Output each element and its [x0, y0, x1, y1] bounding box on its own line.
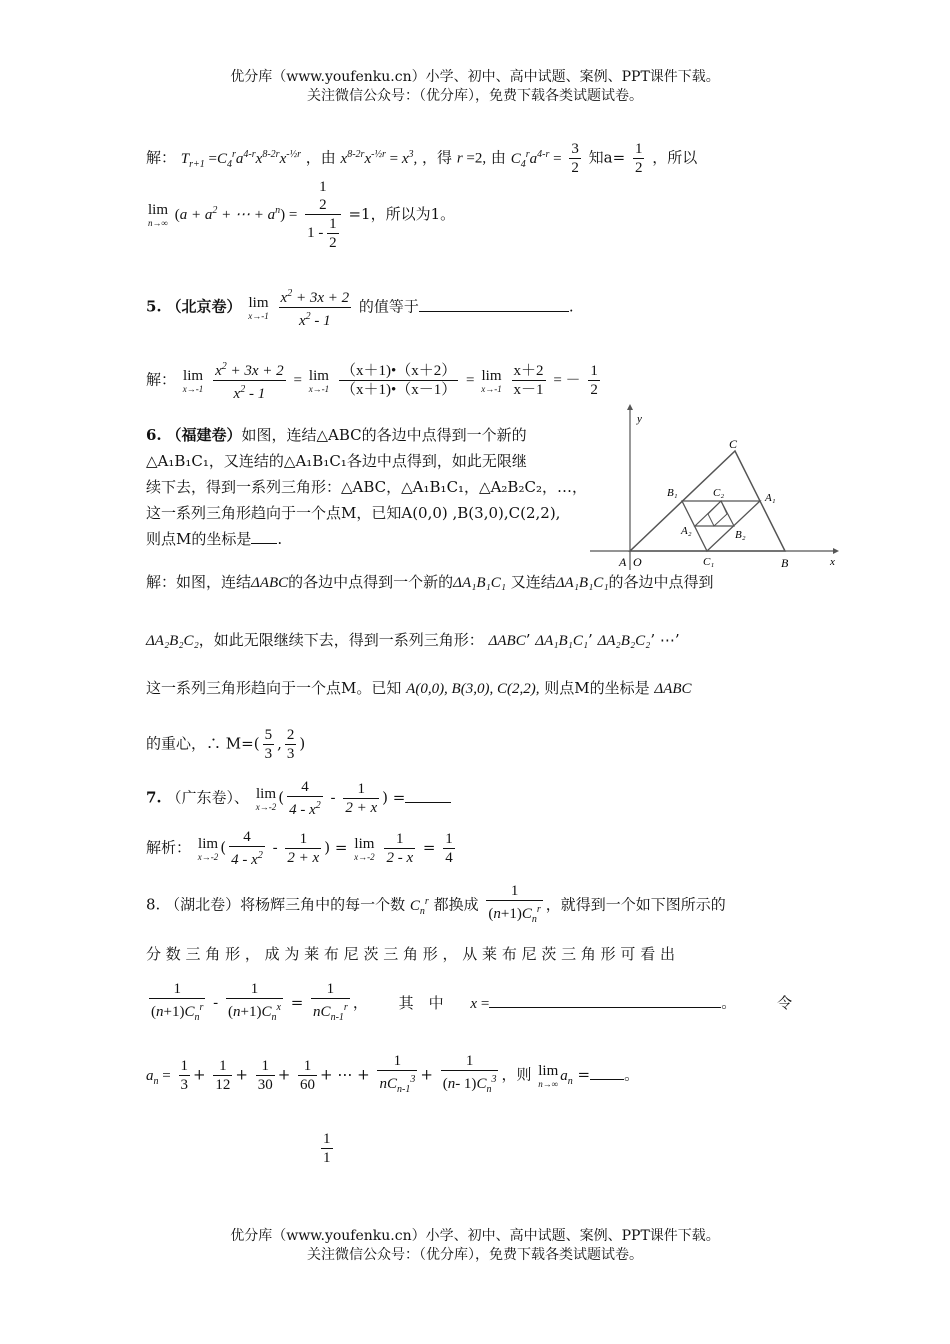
q8-period2: 。 — [624, 1065, 640, 1084]
sol4-mid1: ，由 — [305, 148, 336, 167]
q8-x-var: x = — [470, 995, 490, 1012]
q8-f3: $\frac{1}{nC_{n-1}^r}$ — [313, 981, 348, 1023]
q6-line2: △A₁B₁C₁，又连结的△A₁B₁C₁各边中点得到，如此无限继 — [146, 452, 527, 470]
q8-frac: $\frac{1}{(n+1)C_n^r}$ — [488, 883, 541, 925]
triangle-figure — [585, 400, 840, 575]
sol4-r-eq: r =2, — [456, 150, 487, 167]
q8-t4: $\frac{1}{60}$ — [300, 1058, 316, 1093]
q6-line4: 这一系列三角形趋向于一个点M，已知A(0,0) ,B(3,0),C(2,2), — [146, 504, 561, 522]
q7-answer-blank[interactable] — [405, 790, 451, 803]
lim-x-minus2: lim x→-2 — [354, 835, 375, 862]
sol6-tri0b: ΔABC — [654, 681, 692, 697]
sol5-frac2: $\frac{(x+1)•(x+2)}{(x+1)•(x-1)}$ — [340, 363, 457, 398]
q8-line2: 分 数 三 角 形 ， 成 为 莱 布 尼 茨 三 角 形 ， 从 莱 布 尼 茨 三 角 形 可 看 出 — [146, 945, 675, 963]
sol6-points: A(0,0), B(3,0), C(2,2), — [406, 681, 540, 697]
label-b1: B₁ — [667, 487, 678, 499]
q7s-answer: $\frac{1}{4}$ — [445, 831, 453, 866]
sol4-know: 知a= — [588, 148, 626, 167]
lim-x-minus2: lim x→-2 — [197, 835, 219, 862]
lim-x-minus2: lim x→-2 — [255, 785, 277, 812]
triangle-inner — [708, 501, 727, 526]
lim-n-inf: lim n→∞ — [148, 202, 169, 228]
lim-x-minus1: lim x→-1 — [248, 294, 269, 321]
q8-t1: $\frac{1}{3}$ — [180, 1058, 188, 1093]
sol5-line: 解： lim x→-1 $\frac{x^2 + 3x + 2}{x^2 - 1}$ = lim x→-1 $\frac{(x+1)•(x+2)}{(x+1)•(x-1)}$ = lim x→-1 $\frac{x+2}{x-1}$ = － $\frac{1}{2}$ — [146, 358, 603, 403]
sol4-coef: $C_4^ra^{4-r}$ = — [510, 148, 562, 170]
sol6-p2: 又连结 — [510, 573, 556, 591]
q5-period: . — [568, 297, 574, 316]
q8-text3: ，就得到一个如下图所示的 — [545, 895, 726, 914]
q6-source: （福建卷） — [166, 426, 242, 444]
sol6-p5: 这一系列三角形趋向于一个点M。已知 — [146, 679, 402, 697]
label-b: B — [781, 556, 789, 570]
q6-answer-blank[interactable] — [251, 531, 277, 544]
sol6-tri1: ΔA₁B₁C₁ — [453, 575, 506, 591]
lim-x-minus1: lim x→-1 — [308, 367, 330, 394]
q7-source: （广东卷）、 — [166, 788, 249, 807]
q8-text2: 都换成 — [433, 895, 479, 914]
header-line-1: 优分库（www.youfenku.cn）小学、初中、高中试题、案例、PPT课件下载。 — [230, 69, 720, 85]
sol6-series-1: ΔA₁B₁C₁ — [535, 633, 589, 649]
sol5-frac1: $\frac{x^2 + 3x + 2}{x^2 - 1}$ — [213, 358, 286, 403]
q6-block: 6. （福建卷）如图，连结△ABC的各边中点得到一个新的 △A₁B₁C₁，又连结的△A₁B₁C₁各边中点得到，如此无限继 续下去，得到一系列三角形：△ABC，△A₁B₁C₁，△A₂B₂C₂，…， 这一系列三角形趋向于一个点M，已知A(0,0) ,B(3,0),C(2,2), 则点M的坐标是 . — [146, 426, 587, 548]
lim-x-minus1: lim x→-1 — [182, 367, 204, 394]
sol4-line1 — [146, 140, 697, 177]
q8-where: 其 中 — [398, 993, 444, 1012]
q8-text1: 将杨辉三角中的每一个数 — [240, 895, 406, 914]
q8-an: $a_n$ = — [146, 1067, 171, 1087]
q7s-frac2: $\frac{1}{2 + x}$ — [287, 831, 320, 866]
q8-let: 令 — [777, 993, 793, 1012]
lim-x-minus1: lim x→-1 — [481, 367, 502, 394]
q7-line: 7. （广东卷）、 lim x→-2 ( $\frac{4}{4 - x^2}$ - $\frac{1}{2 + x}$ ) = — [146, 778, 451, 819]
sol6-tri2: ΔA₂B₂C₂ — [146, 633, 199, 649]
triangle-a2b2c2 — [695, 501, 734, 526]
leibniz-1-1: $\frac{1}{1}$ — [323, 1131, 331, 1166]
sol6-tri0: ΔABC — [251, 575, 289, 591]
q8-x-blank[interactable] — [489, 995, 721, 1008]
label-a1: A₁ — [765, 492, 776, 504]
header-line-2: 关注微信公众号：（优分库），免费下载各类试题试卷。 — [307, 88, 643, 104]
q5-line — [146, 285, 574, 330]
sol5-frac3: $\frac{x+2}{x-1}$ — [513, 363, 544, 398]
answer-y-frac: $\frac{2}{3}$ — [286, 727, 295, 762]
q6-line5: 则点M的坐标是 — [146, 530, 252, 548]
q8-t2: $\frac{1}{12}$ — [215, 1058, 231, 1093]
sol6-p3: 的各边中点得到 — [608, 573, 714, 591]
q8-limit-blank[interactable] — [590, 1067, 624, 1080]
q7-number: 7. — [146, 788, 162, 807]
label-c2: C₂ — [713, 487, 725, 499]
sol6-lead: 解：如图，连结 — [146, 573, 252, 591]
sol6-tri1b: ΔA₁B₁C₁ — [555, 575, 609, 591]
sol4-term-formula: $T_{r+1} =C_4^ra^{4-r}x^{8-2r}x^{-\frac{1}{2}r}$ — [180, 148, 301, 170]
q8-period: 。 — [721, 993, 737, 1012]
sol4-exp-eq: $x^{8-2r}x^{-\frac{1}{2}r} = x^3$, — [340, 148, 418, 167]
label-a2: A₂ — [681, 525, 692, 537]
sol6-p1: 的各边中点得到一个新的 — [288, 573, 454, 591]
footer-line-1: 优分库（www.youfenku.cn）小学、初中、高中试题、案例、PPT课件下载。 — [230, 1228, 720, 1244]
q8-number: 8. — [146, 895, 161, 914]
q5-source: （北京卷） — [166, 297, 242, 316]
q7-sol-lead: 解析： — [146, 838, 192, 857]
q7-frac2: $\frac{1}{2 + x}$ — [345, 781, 378, 816]
q8-line1 — [146, 882, 726, 929]
q8-an-limit: $a_n$ — [560, 1067, 573, 1087]
q5-number: 5. — [146, 297, 162, 316]
label-b2: B₂ — [735, 529, 746, 541]
lim-n-inf-2: lim n→∞ — [538, 1062, 559, 1089]
frac-1-2: $\frac{1}{2}$ — [590, 363, 598, 398]
sol6-series-0: ΔABC — [488, 633, 526, 649]
sol6-line1 — [146, 572, 714, 593]
sol4-lead: 解： — [146, 148, 177, 167]
answer-x-frac: $\frac{5}{3}$ — [264, 727, 273, 762]
label-c: C — [729, 437, 738, 451]
q6-line3: 续下去，得到一系列三角形：△ABC，△A₁B₁C₁，△A₂B₂C₂，…， — [146, 478, 587, 496]
label-x: x — [830, 556, 835, 568]
q8-source: （湖北卷） — [165, 895, 241, 914]
q8-f2: $\frac{1}{(n+1)C_n^x}$ — [228, 981, 281, 1023]
label-y: y — [637, 413, 642, 425]
sol4-conclusion: =1，所以为1。 — [348, 205, 456, 223]
sol6-p6: 则点M的坐标是 — [544, 679, 650, 697]
frac-1-2: $\frac{1}{2}$ — [634, 141, 643, 176]
q8-t5: $\frac{1}{nC_{n-1}^3}$ — [379, 1053, 416, 1095]
label-c1: C₁ — [703, 556, 715, 568]
q7s-frac1: $\frac{4}{4 - x^2}$ — [231, 829, 263, 868]
sol6-p4: ，如此无限继续下去，得到一系列三角形： — [198, 631, 484, 649]
q7-frac1: $\frac{4}{4 - x^2}$ — [289, 779, 321, 818]
q5-answer-blank[interactable] — [419, 299, 569, 312]
sol6-series-2: ΔA₂B₂C₂ — [597, 633, 651, 649]
q8-line4: $a_n$ = $\frac{1}{3}$ + $\frac{1}{12}$ + $\frac{1}{30}$ + $\frac{1}{60}$ + ⋯ + $\frac{1}{nC_{n-1}^3}$ + $\frac{1}{(n- 1)C_n^3}$ ，则 lim n→∞ $a_n$ = 。 — [146, 1052, 639, 1099]
q8-then: ，则 — [501, 1065, 532, 1084]
sol6-p7: 的重心，∴ M= — [146, 734, 254, 753]
q8-f1: $\frac{1}{(n+1)C_n^r}$ — [151, 981, 204, 1023]
sol4-mid2: ，得 — [422, 148, 453, 167]
sol6-line2: ΔA₂B₂C₂，如此无限继续下去，得到一系列三角形： ΔABC’ ΔA₁B₁C₁’ ΔA₂B₂C₂’ ⋯’ — [146, 631, 680, 649]
q7s-frac3: $\frac{1}{2 - x}$ — [386, 831, 414, 866]
footer-line-2: 关注微信公众号：（优分库），免费下载各类试题试卷。 — [307, 1247, 643, 1263]
sol4-limit-frac: 1 2 1 - $\frac{1}{2}$ — [305, 178, 341, 252]
q8-binom: $C_n^r$ — [409, 895, 429, 917]
sol4-end: ，所以 — [652, 148, 698, 167]
sol5-lead: 解： — [146, 370, 177, 389]
sol6-line3 — [146, 678, 692, 699]
q6-line1: 如图，连结△ABC的各边中点得到一个新的 — [241, 426, 527, 444]
sol4-mid3: 由 — [490, 148, 506, 167]
q8-line3: $\frac{1}{(n+1)C_n^r}$ - $\frac{1}{(n+1)C_n^x}$ = $\frac{1}{nC_{n-1}^r}$ ， 其 中 x = 。 令 — [146, 980, 792, 1027]
leibniz-top — [318, 1130, 336, 1167]
sol4-line2 — [146, 178, 455, 252]
q5-frac: $\frac{x^2 + 3x + 2}{x^2 - 1}$ — [279, 285, 352, 330]
sol4-series: ($a + a^2$ + ⋯ + $a^n$) = — [174, 205, 298, 223]
q8-t3: $\frac{1}{30}$ — [257, 1058, 273, 1093]
q5-text: 的值等于 — [358, 297, 419, 316]
q8-t6: $\frac{1}{(n- 1)C_n^3}$ — [442, 1053, 497, 1095]
frac-3-2: $\frac{3}{2}$ — [571, 141, 579, 176]
q6-number: 6. — [146, 426, 162, 444]
q7-solution: 解析： lim x→-2 ( $\frac{4}{4 - x^2}$ - $\frac{1}{2 + x}$ ) = lim x→-2 $\frac{1}{2 - x}$ = $\frac{1}{4}$ — [146, 829, 453, 868]
label-o: O — [633, 555, 642, 569]
label-a: A — [619, 555, 627, 569]
sol6-line4: 的重心，∴ M=( $\frac{5}{3}$ , $\frac{2}{3}$ ) — [146, 727, 306, 762]
